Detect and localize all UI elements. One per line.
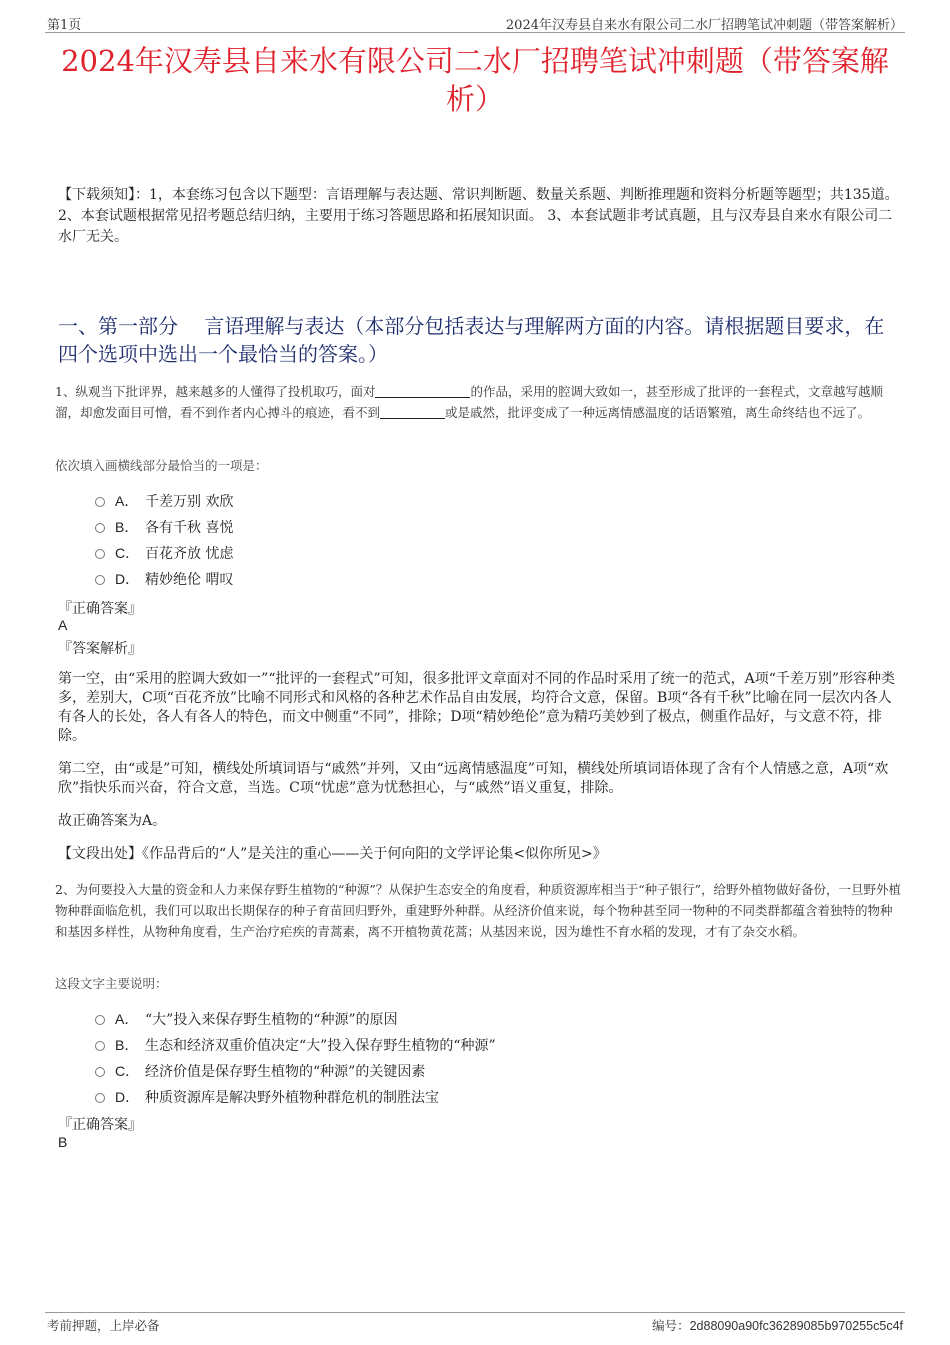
header-doc-title: 2024年汉寿县自来水有限公司二水厂招聘笔试冲刺题（带答案解析） xyxy=(505,18,903,33)
source-citation: 【文段出处】《作品背后的“人”是关注的重心——关于何向阳的文学评论集<似你所见>》 xyxy=(58,846,607,862)
analysis-paragraph-1: 第一空，由“采用的腔调大致如一”“批评的一套程式”可知，很多批评文章面对不同的作品时采用了统一的范式，A项“千差万别”形容种类多，差别大，C项“百花齐放”比喻不同形式和风格的各种艺术作品自由发展，均符合文意，保留。B项“各有千秋”比喻在同一层次内各人有各人的长处，各人有各人的特色，而文中侧重“不同”，排除；D项“精妙绝伦”意为精巧美妙到了极点，侧重作品好，与文意不符，排除。 xyxy=(58,671,896,744)
option-d[interactable]: D． 精妙绝伦 喟叹 xyxy=(95,566,233,592)
question-2-answer-label: 『正确答案』 xyxy=(58,1117,142,1133)
footer-code: 编号：2d88090a90fc36289085b970255c5c4f xyxy=(652,1318,903,1333)
option-c[interactable]: C． 经济价值是保存野生植物的“种源”的关键因素 xyxy=(95,1058,496,1084)
analysis-conclusion: 故正确答案为A。 xyxy=(58,813,167,829)
page-number: 第1页 xyxy=(47,18,82,33)
blank-1 xyxy=(375,384,470,398)
page-footer xyxy=(45,1312,905,1333)
page-header xyxy=(45,14,905,33)
question-1-text-a: 1、纵观当下批评界，越来越多的人懂得了投机取巧，面对 xyxy=(55,384,376,399)
radio-icon[interactable] xyxy=(95,1093,105,1103)
download-notice: 【下载须知】：1，本套练习包含以下题型：言语理解与表达题、常识判断题、数量关系题、判断推理题和资料分析题等题型；共135道。 2、本套试题根据常见招考题总结归纳，主要用于练习答题思路和拓展知识面。 3、本套试题非考试真题，且与汉寿县自来水有限公司二水厂无关。 xyxy=(58,187,899,245)
question-1-analysis-label: 『答案解析』 xyxy=(58,641,142,657)
radio-icon[interactable] xyxy=(95,1067,105,1077)
question-2-options xyxy=(95,1006,496,1110)
question-1-text-c: 或是戚然，批评变成了一种远离情感温度的话语繁殖，离生命终结也不远了。 xyxy=(445,405,871,420)
radio-icon[interactable] xyxy=(95,549,105,559)
radio-icon[interactable] xyxy=(95,497,105,507)
blank-2 xyxy=(380,405,445,419)
option-a[interactable]: A． 千差万别 欢欣 xyxy=(95,488,233,514)
radio-icon[interactable] xyxy=(95,1015,105,1025)
question-1-options xyxy=(95,488,233,592)
option-a[interactable]: A． “大”投入来保存野生植物的“种源”的原因 xyxy=(95,1006,496,1032)
analysis-paragraph-2: 第二空，由“或是”可知，横线处所填词语与“戚然”并列，又由“远离情感温度”可知，横线处所填词语体现了含有个人情感之意，A项“欢欣”指快乐而兴奋，符合文意，当选。C项“忧虑”意为忧愁担心，与“戚然”语义重复，排除。 xyxy=(58,761,889,796)
document-title: 2024年汉寿县自来水有限公司二水厂招聘笔试冲刺题（带答案解析） xyxy=(61,44,889,116)
question-1-answer: A xyxy=(58,617,68,633)
question-2-text: 2、为何要投入大量的资金和人力来保存野生植物的“种源”？从保护生态安全的角度看，种质资源库相当于“种子银行”，给野外植物做好备份，一旦野外植物种群面临危机，我们可以取出长期保存的种子育苗回归野外，重建野外种群。从经济价值来说，每个物种甚至同一物种的不同类群都蕴含着独特的物种和基因多样性，从物种角度看，生产治疗疟疾的青蒿素，离不开植物黄花蒿；从基因来说，因为雄性不育水稻的发现，才有了杂交水稻。 xyxy=(55,882,902,939)
radio-icon[interactable] xyxy=(95,1041,105,1051)
option-b[interactable]: B． 生态和经济双重价值决定“大”投入保存野生植物的“种源” xyxy=(95,1032,496,1058)
footer-slogan: 考前押题，上岸必备 xyxy=(47,1318,160,1333)
question-2-prompt: 这段文字主要说明： xyxy=(55,976,168,991)
question-1-answer-label: 『正确答案』 xyxy=(58,601,142,617)
option-b[interactable]: B． 各有千秋 喜悦 xyxy=(95,514,233,540)
question-1-prompt: 依次填入画横线部分最恰当的一项是： xyxy=(55,458,268,473)
section-title: 一、第一部分 言语理解与表达（本部分包括表达与理解两方面的内容。请根据题目要求，在四个选项中选出一个最恰当的答案。） xyxy=(58,314,885,366)
option-c[interactable]: C． 百花齐放 忧虑 xyxy=(95,540,233,566)
option-d[interactable]: D． 种质资源库是解决野外植物种群危机的制胜法宝 xyxy=(95,1084,496,1110)
question-1-text xyxy=(55,381,902,423)
radio-icon[interactable] xyxy=(95,523,105,533)
question-1-text-b: 的作品，采用的腔调大致如一，甚至形成了批评的一套程式，文章越写越顺溜，却愈发面目可憎，看不到作者内心搏斗的痕迹，看不到 xyxy=(55,384,883,420)
question-2-answer: B xyxy=(58,1134,68,1150)
radio-icon[interactable] xyxy=(95,575,105,585)
